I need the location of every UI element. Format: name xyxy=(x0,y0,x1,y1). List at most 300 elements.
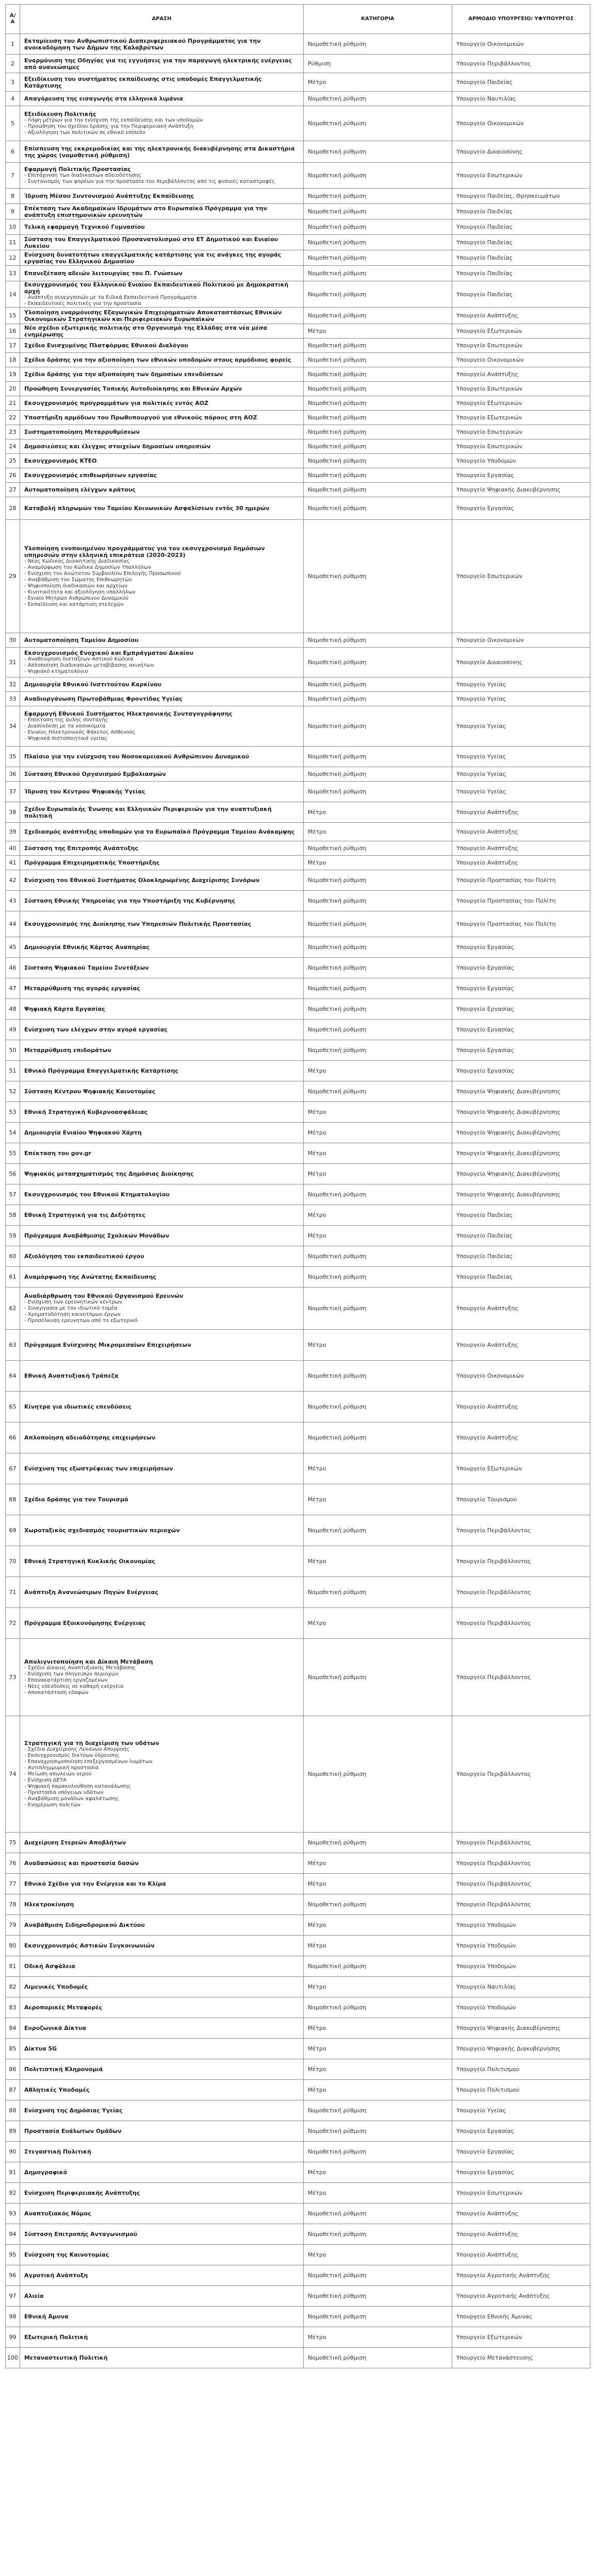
row-action xyxy=(20,1484,304,1515)
row-number: 7 xyxy=(6,163,20,189)
action-title: Καταβολή πληρωμών του Ταμείου Κοινωνικών Ασφαλίσεων εντός 30 ημερών xyxy=(24,505,270,512)
action-title: Επέκταση των Ακαδημαϊκών Ιδρυμάτων στο Ευρωπαϊκό Πρόγραμμα για την ανάπτυξη επιστημονικών ερευνητών xyxy=(24,205,268,218)
row-category: Μέτρο xyxy=(304,1143,452,1164)
row-action xyxy=(20,1453,304,1484)
row-action xyxy=(20,411,304,425)
row-action xyxy=(20,958,304,978)
action-detail: - Ανάπτυξη συνεργασιών με τα Ειδικά Εκπαιδευτικά Προγράμματα xyxy=(24,295,197,300)
row-number: 77 xyxy=(6,1874,20,1894)
action-title: Ενίσχυση Περιφερειακής Ανάπτυξης xyxy=(24,2190,140,2196)
row-action xyxy=(20,1061,304,1081)
row-ministry: Υπουργείο Ψηφιακής Διακυβέρνησης xyxy=(452,2018,590,2039)
row-category: Μέτρο xyxy=(304,2039,452,2059)
row-number: 66 xyxy=(6,1422,20,1453)
row-number: 89 xyxy=(6,2121,20,2142)
row-action xyxy=(20,1143,304,1164)
row-number: 49 xyxy=(6,1020,20,1040)
action-detail: - Σχέδιο Δίκαιης Αναπτυξιακής Μετάβασης xyxy=(24,1665,136,1671)
row-ministry: Υπουργείο Μετανάστευσης xyxy=(452,2348,590,2368)
row-category: Ρύθμιση xyxy=(304,55,452,73)
row-ministry: Υπουργείο Ανάπτυξης xyxy=(452,2245,590,2265)
row-number: 46 xyxy=(6,958,20,978)
row-action xyxy=(20,692,304,706)
table-row xyxy=(6,1061,590,1081)
action-title: Εξειδίκευση Πολιτικής xyxy=(24,111,96,117)
row-category: Μέτρο xyxy=(304,73,452,92)
row-category: Νομοθετική ρύθμιση xyxy=(304,999,452,1020)
table-row xyxy=(6,1102,590,1123)
row-number: 67 xyxy=(6,1453,20,1484)
row-number: 42 xyxy=(6,870,20,891)
row-category: Νομοθετική ρύθμιση xyxy=(304,1997,452,2018)
table-row xyxy=(6,266,590,281)
table-row xyxy=(6,411,590,425)
row-category: Νομοθετική ρύθμιση xyxy=(304,2348,452,2368)
row-action xyxy=(20,1577,304,1608)
row-action xyxy=(20,338,304,353)
row-number: 1 xyxy=(6,34,20,55)
row-number: 29 xyxy=(6,520,20,633)
row-number: 74 xyxy=(6,1716,20,1833)
row-number: 48 xyxy=(6,999,20,1020)
table-row xyxy=(6,1484,590,1515)
row-category: Μέτρο xyxy=(304,2059,452,2080)
row-number: 53 xyxy=(6,1102,20,1123)
action-title: Μεταρρύθμιση επιδομάτων xyxy=(24,1047,111,1054)
row-number: 11 xyxy=(6,235,20,250)
table-row xyxy=(6,1267,590,1287)
row-action xyxy=(20,870,304,891)
row-action xyxy=(20,1894,304,1915)
action-title: Σχεδιασμός ανάπτυξης υποδομών για το Ευρωπαϊκό Πρόγραμμα Ταμείου Ανάκαμψης xyxy=(24,828,295,835)
row-category: Νομοθετική ρύθμιση xyxy=(304,483,452,497)
row-ministry: Υπουργείο Εργασίας xyxy=(452,1061,590,1081)
row-number: 79 xyxy=(6,1915,20,1936)
row-category: Νομοθετική ρύθμιση xyxy=(304,633,452,648)
action-title: Αεροπορικές Μεταφορές xyxy=(24,2004,103,2011)
row-ministry: Υπουργείο Ανάπτυξης xyxy=(452,1287,590,1330)
action-detail: - Ενίσχυση των πληγεισών περιοχών xyxy=(24,1671,119,1677)
row-action xyxy=(20,250,304,266)
row-ministry: Υπουργείο Ανάπτυξης xyxy=(452,1422,590,1453)
row-number: 61 xyxy=(6,1267,20,1287)
row-ministry: Υπουργείο Οικονομικών xyxy=(452,1361,590,1392)
table-row xyxy=(6,706,590,747)
row-ministry: Υπουργείο Εξωτερικών xyxy=(452,411,590,425)
table-row xyxy=(6,677,590,692)
row-action xyxy=(20,2327,304,2348)
action-title: Τελική εφαρμογή Τεχνικού Γυμνασίου xyxy=(24,224,145,230)
row-category: Μέτρο xyxy=(304,1915,452,1936)
row-number: 5 xyxy=(6,106,20,141)
row-category: Μέτρο xyxy=(304,1608,452,1639)
action-title: Οδική Ασφάλεια xyxy=(24,1963,75,1970)
row-number: 20 xyxy=(6,382,20,396)
action-title: Νέο σχέδιο εξωτερικής πολιτικής στο Οργανισμό της Ελλάδας στα νέα μέσα ενημέρωσης xyxy=(24,324,268,338)
row-category: Μέτρο xyxy=(304,856,452,870)
action-detail: - Συνεργασία με τον ιδιωτικό τομέα xyxy=(24,1306,118,1311)
action-title: Αγροτική Ανάπτυξη xyxy=(24,2272,88,2279)
table-row xyxy=(6,856,590,870)
table-row xyxy=(6,1040,590,1061)
row-category: Νομοθετική ρύθμιση xyxy=(304,747,452,767)
action-detail: - Διασύνδεση με τα νοσοκομεία xyxy=(24,723,106,729)
row-category: Μέτρο xyxy=(304,1546,452,1577)
action-detail: - Κινητικότητα και αξιολόγηση υπαλλήλων xyxy=(24,589,136,595)
row-number: 12 xyxy=(6,250,20,266)
row-action xyxy=(20,425,304,439)
row-action xyxy=(20,677,304,692)
table-row xyxy=(6,1577,590,1608)
row-category: Μέτρο xyxy=(304,1484,452,1515)
row-number: 3 xyxy=(6,73,20,92)
action-title: Εκσυγχρονισμός Αστικών Συγκοινωνιών xyxy=(24,1942,155,1949)
table-row xyxy=(6,483,590,497)
action-title: Εκσυγχρονισμός της Διοίκησης των Υπηρεσιών Πολιτικής Προστασίας xyxy=(24,921,252,927)
row-action xyxy=(20,767,304,782)
table-row xyxy=(6,2348,590,2368)
action-title: Προώθηση Συνεργασίας Τοπικής Αυτοδιοίκησης και Εθνικών Αρχών xyxy=(24,385,242,392)
row-ministry: Υπουργείο Παιδείας xyxy=(452,1246,590,1267)
row-number: 15 xyxy=(6,308,20,324)
row-action xyxy=(20,706,304,747)
action-title: Επέκταση του gov.gr xyxy=(24,1150,91,1157)
row-number: 18 xyxy=(6,353,20,367)
row-category: Νομοθετική ρύθμιση xyxy=(304,706,452,747)
table-row xyxy=(6,1392,590,1422)
row-ministry: Υπουργείο Εσωτερικών xyxy=(452,338,590,353)
row-action xyxy=(20,1639,304,1716)
row-number: 28 xyxy=(6,497,20,520)
action-title: Μεταναστευτική Πολιτική xyxy=(24,2354,108,2361)
row-ministry: Υπουργείο Υποδομών xyxy=(452,1936,590,1956)
row-category: Μέτρο xyxy=(304,1102,452,1123)
action-title: Εκσυγχρονισμός του Ελληνικού Ενιαίου Εκπαιδευτικού Πολιτικού με Δημοκρατική αρχή xyxy=(24,281,289,295)
row-category: Νομοθετική ρύθμιση xyxy=(304,978,452,999)
row-action xyxy=(20,266,304,281)
action-title: Αναδιάρθρωση του Εθνικού Οργανισμού Ερευνών xyxy=(24,1293,184,1299)
row-action xyxy=(20,1936,304,1956)
action-title: Χωροταξικός σχεδιασμός τουριστικών περιοχών xyxy=(24,1527,180,1534)
action-title: Εξωτερική Πολιτική xyxy=(24,2334,88,2341)
action-title: Πρόγραμμα Ενίσχυσης Μικρομεσαίων Επιχειρήσεων xyxy=(24,1342,191,1348)
row-ministry: Υπουργείο Ψηφιακής Διακυβέρνησης xyxy=(452,1123,590,1143)
action-detail: - Εκσυγχρονισμός δικτύων ύδρευσης xyxy=(24,1753,120,1758)
row-category: Νομοθετική ρύθμιση xyxy=(304,468,452,483)
action-detail: - Αναβάθμιση του Σώματος Επιθεωρητών xyxy=(24,577,132,583)
row-number: 82 xyxy=(6,1977,20,1997)
action-title: Σχέδιο δράσης για την αξιοποίηση των δημοσίων επενδύσεων xyxy=(24,371,223,378)
action-title: Λιμενικές Υποδομές xyxy=(24,1984,88,1990)
row-category: Νομοθετική ρύθμιση xyxy=(304,841,452,856)
row-action xyxy=(20,1040,304,1061)
row-category: Νομοθετική ρύθμιση xyxy=(304,1267,452,1287)
row-ministry: Υπουργείο Παιδείας xyxy=(452,250,590,266)
table-row xyxy=(6,1184,590,1205)
row-action xyxy=(20,841,304,856)
row-category: Νομοθετική ρύθμιση xyxy=(304,911,452,937)
row-action xyxy=(20,1123,304,1143)
action-title: Ίδρυση Μέσου Συντονισμού Ανάπτυξης Εκπαίδευσης xyxy=(24,193,194,199)
table-row xyxy=(6,2224,590,2245)
row-category: Νομοθετική ρύθμιση xyxy=(304,1020,452,1040)
action-detail: - Αξιολόγηση των πολιτικών σε εθνικό επίπεδο xyxy=(24,130,145,135)
row-ministry: Υπουργείο Εργασίας xyxy=(452,999,590,1020)
row-ministry: Υπουργείο Εσωτερικών xyxy=(452,520,590,633)
row-category: Νομοθετική ρύθμιση xyxy=(304,141,452,163)
table-row xyxy=(6,204,590,219)
row-number: 98 xyxy=(6,2307,20,2327)
row-action xyxy=(20,1164,304,1184)
row-category: Μέτρο xyxy=(304,2080,452,2100)
row-ministry: Υπουργείο Ναυτιλίας xyxy=(452,92,590,106)
row-category: Μέτρο xyxy=(304,324,452,338)
row-action xyxy=(20,1330,304,1361)
row-ministry: Υπουργείο Υποδομών xyxy=(452,1915,590,1936)
row-ministry: Υπουργείο Προστασίας του Πολίτη xyxy=(452,870,590,891)
table-row xyxy=(6,1205,590,1226)
row-action xyxy=(20,2348,304,2368)
table-row xyxy=(6,1833,590,1853)
table-row xyxy=(6,454,590,468)
table-row xyxy=(6,163,590,189)
action-title: Ευρυζωνικά Δίκτυα xyxy=(24,2025,86,2031)
table-row xyxy=(6,250,590,266)
row-action xyxy=(20,1102,304,1123)
action-title: Πρόγραμμα Αναβάθμισης Σχολικών Μονάδων xyxy=(24,1232,170,1239)
row-ministry: Υπουργείο Περιβάλλοντος xyxy=(452,1546,590,1577)
action-detail: - Ενίσχυση του Ανώτατου Συμβουλίου Επιλογής Προσωπικού xyxy=(24,570,181,577)
row-action xyxy=(20,823,304,841)
row-action xyxy=(20,937,304,958)
row-action xyxy=(20,891,304,911)
row-number: 43 xyxy=(6,891,20,911)
row-action xyxy=(20,1267,304,1287)
row-number: 96 xyxy=(6,2265,20,2286)
row-number: 83 xyxy=(6,1997,20,2018)
action-title: Προστασία Ευάλωτων Ομάδων xyxy=(24,2128,122,2134)
action-title: Εκσυγχρονισμός ΚΤΕΟ xyxy=(24,457,97,464)
table-row xyxy=(6,219,590,235)
row-action xyxy=(20,802,304,823)
action-title: Εθνική Στρατηγική για τις Δεξιότητες xyxy=(24,1212,145,1218)
row-number: 30 xyxy=(6,633,20,648)
row-number: 55 xyxy=(6,1143,20,1164)
row-ministry: Υπουργείο Εξωτερικών xyxy=(452,324,590,338)
table-row xyxy=(6,1226,590,1246)
action-title: Ενίσχυση του Εθνικού Συστήματος Ολοκληρωμένης Διαχείρισης Συνόρων xyxy=(24,877,260,884)
table-row xyxy=(6,1956,590,1977)
row-category: Νομοθετική ρύθμιση xyxy=(304,1040,452,1061)
row-action xyxy=(20,281,304,308)
table-row xyxy=(6,1515,590,1546)
row-category: Μέτρο xyxy=(304,2327,452,2348)
row-action xyxy=(20,1392,304,1422)
action-title: Αναδιοργάνωση Πρωτοβάθμιας Φροντίδας Υγείας xyxy=(24,696,183,702)
row-ministry: Υπουργείο Περιβάλλοντος xyxy=(452,1515,590,1546)
row-number: 8 xyxy=(6,189,20,204)
row-category: Νομοθετική ρύθμιση xyxy=(304,281,452,308)
table-row xyxy=(6,1546,590,1577)
action-title: Ενίσχυση της Καινοτομίας xyxy=(24,2251,109,2258)
action-title: Εξειδίκευση του συστήματος εκπαίδευσης στις υποδομές Επαγγελματικής Κατάρτισης xyxy=(24,75,262,89)
row-category: Μέτρο xyxy=(304,802,452,823)
table-row xyxy=(6,1853,590,1874)
row-action xyxy=(20,1361,304,1392)
action-title: Αθλητικές Υποδομές xyxy=(24,2087,90,2093)
row-category: Νομοθετική ρύθμιση xyxy=(304,2204,452,2224)
row-action xyxy=(20,999,304,1020)
table-row xyxy=(6,1936,590,1956)
row-number: 40 xyxy=(6,841,20,856)
action-title: Αναμόρφωση της Ανώτατης Εκπαίδευσης xyxy=(24,1274,156,1280)
row-number: 47 xyxy=(6,978,20,999)
row-number: 75 xyxy=(6,1833,20,1853)
row-ministry: Υπουργείο Παιδείας xyxy=(452,266,590,281)
row-category: Νομοθετική ρύθμιση xyxy=(304,958,452,978)
row-number: 78 xyxy=(6,1894,20,1915)
action-detail: - Εκπαιδευτικές πολιτικές για την προστασία xyxy=(24,301,142,307)
row-category: Νομοθετική ρύθμιση xyxy=(304,497,452,520)
action-title: Υποστήριξη αρμόδιων του Πρωθυπουργού για εθνικούς πόρους στη ΑΟΖ xyxy=(24,414,257,421)
row-ministry: Υπουργείο Παιδείας xyxy=(452,73,590,92)
action-detail: - Εκπαίδευση και κατάρτιση στελεχών xyxy=(24,601,124,607)
table-row xyxy=(6,1123,590,1143)
row-number: 50 xyxy=(6,1040,20,1061)
row-category: Νομοθετική ρύθμιση xyxy=(304,891,452,911)
row-number: 97 xyxy=(6,2286,20,2307)
row-category: Μέτρο xyxy=(304,1853,452,1874)
row-category: Νομοθετική ρύθμιση xyxy=(304,520,452,633)
table-row xyxy=(6,978,590,999)
table-row xyxy=(6,468,590,483)
action-title: Υλοποίηση εναρμόνισης Εξαγωγικών Επιχειρηματιών Αποκαταστάσεως Εθνικών Οικονομικών Στρατηγικών και Περιφερειακών Ευρωπαϊκών xyxy=(24,309,282,323)
action-title: Στρατηγική για τη διαχείριση των υδάτων xyxy=(24,1740,159,1747)
action-detail: - Αναμόρφωση του Κώδικα Δημοσίων Υπαλλήλων xyxy=(24,564,151,570)
row-category: Νομοθετική ρύθμιση xyxy=(304,34,452,55)
row-action xyxy=(20,1997,304,2018)
action-title: Επανεξέταση αδειών λειτουργίας του Π. Γνώσεων xyxy=(24,270,183,277)
row-action xyxy=(20,2039,304,2059)
row-action xyxy=(20,2286,304,2307)
table-row xyxy=(6,2039,590,2059)
row-action xyxy=(20,396,304,411)
table-row xyxy=(6,425,590,439)
action-title: Σχέδιο Ενισχυμένης Πλατφόρμας Εθνικού Διαλόγου xyxy=(24,342,188,349)
row-category: Νομοθετική ρύθμιση xyxy=(304,454,452,468)
row-action xyxy=(20,2183,304,2204)
row-ministry: Υπουργείο Ψηφιακής Διακυβέρνησης xyxy=(452,1164,590,1184)
row-category: Νομοθετική ρύθμιση xyxy=(304,2265,452,2286)
table-row xyxy=(6,353,590,367)
action-detail: - Επιτάχυνση των διαδικασιών αδειοδότησης xyxy=(24,173,141,178)
row-number: 95 xyxy=(6,2245,20,2265)
row-ministry: Υπουργείο Οικονομικών xyxy=(452,353,590,367)
action-detail: - Επαναχρησιμοποίηση επεξεργασμένων λυμάτων xyxy=(24,1759,153,1765)
action-detail: - Αναβάθμιση μονάδων αφαλάτωσης xyxy=(24,1796,119,1802)
table-row xyxy=(6,1330,590,1361)
table-row xyxy=(6,338,590,353)
table-row xyxy=(6,2183,590,2204)
row-ministry: Υπουργείο Ψηφιακής Διακυβέρνησης xyxy=(452,1102,590,1123)
row-number: 10 xyxy=(6,219,20,235)
row-number: 32 xyxy=(6,677,20,692)
table-row xyxy=(6,2080,590,2100)
row-action xyxy=(20,367,304,382)
row-ministry: Υπουργείο Υγείας xyxy=(452,767,590,782)
action-title: Μεταρρύθμιση της αγοράς εργασίας xyxy=(24,985,140,992)
table-row xyxy=(6,1422,590,1453)
row-number: 65 xyxy=(6,1392,20,1422)
action-title: Ενίσχυση των ελέγχων στην αγορά εργασίας xyxy=(24,1026,168,1033)
row-number: 100 xyxy=(6,2348,20,2368)
table-row xyxy=(6,1143,590,1164)
action-title: Σύσταση της Επιτροπής Ανάπτυξης xyxy=(24,845,138,852)
row-ministry: Υπουργείο Παιδείας xyxy=(452,281,590,308)
table-row xyxy=(6,2204,590,2224)
row-ministry: Υπουργείο Ανάπτυξης xyxy=(452,1330,590,1361)
row-number: 23 xyxy=(6,425,20,439)
row-number: 45 xyxy=(6,937,20,958)
table-row xyxy=(6,34,590,55)
row-ministry: Υπουργείο Αγροτικής Ανάπτυξης xyxy=(452,2265,590,2286)
action-title: Αναπτυξιακός Νόμος xyxy=(24,2210,91,2217)
row-action xyxy=(20,2204,304,2224)
row-ministry: Υπουργείο Υγείας xyxy=(452,2100,590,2121)
header-ministry: ΑΡΜΟΔΙΟ ΥΠΟΥΡΓΕΙΟ/ ΥΦΥΠΟΥΡΓΟΣ xyxy=(452,5,590,34)
table-row xyxy=(6,1246,590,1267)
row-action xyxy=(20,204,304,219)
row-ministry: Υπουργείο Περιβάλλοντος xyxy=(452,1833,590,1853)
row-category: Νομοθετική ρύθμιση xyxy=(304,439,452,454)
row-category: Νομοθετική ρύθμιση xyxy=(304,250,452,266)
row-ministry: Υπουργείο Ανάπτυξης xyxy=(452,823,590,841)
row-action xyxy=(20,2018,304,2039)
row-action xyxy=(20,1184,304,1205)
table-row xyxy=(6,1915,590,1936)
table-row xyxy=(6,937,590,958)
row-action xyxy=(20,2080,304,2100)
row-ministry: Υπουργείο Ψηφιακής Διακυβέρνησης xyxy=(452,1184,590,1205)
row-number: 6 xyxy=(6,141,20,163)
table-row xyxy=(6,747,590,767)
row-number: 37 xyxy=(6,782,20,802)
row-category: Νομοθετική ρύθμιση xyxy=(304,92,452,106)
row-action xyxy=(20,1853,304,1874)
row-ministry: Υπουργείο Εξωτερικών xyxy=(452,1453,590,1484)
row-category: Μέτρο xyxy=(304,2183,452,2204)
row-action xyxy=(20,520,304,633)
row-action xyxy=(20,353,304,367)
row-number: 9 xyxy=(6,204,20,219)
row-category: Νομοθετική ρύθμιση xyxy=(304,1392,452,1422)
action-title: Δίκτυα 5G xyxy=(24,2045,57,2052)
row-category: Νομοθετική ρύθμιση xyxy=(304,1361,452,1392)
row-action xyxy=(20,1546,304,1577)
row-category: Νομοθετική ρύθμιση xyxy=(304,382,452,396)
row-action xyxy=(20,1874,304,1894)
row-category: Μέτρο xyxy=(304,1453,452,1484)
action-detail: - Ψηφιακή παρακολούθηση κατανάλωσης xyxy=(24,1784,131,1789)
row-number: 25 xyxy=(6,454,20,468)
row-ministry: Υπουργείο Υποδομών xyxy=(452,454,590,468)
row-number: 62 xyxy=(6,1287,20,1330)
action-title: Πρόγραμμα Εξοικονόμησης Ενέργειας xyxy=(24,1620,146,1626)
row-action xyxy=(20,382,304,396)
action-detail: - Επανακατάρτιση εργαζομένων xyxy=(24,1677,108,1683)
row-ministry: Υπουργείο Ναυτιλίας xyxy=(452,1977,590,1997)
row-ministry: Υπουργείο Παιδείας xyxy=(452,219,590,235)
